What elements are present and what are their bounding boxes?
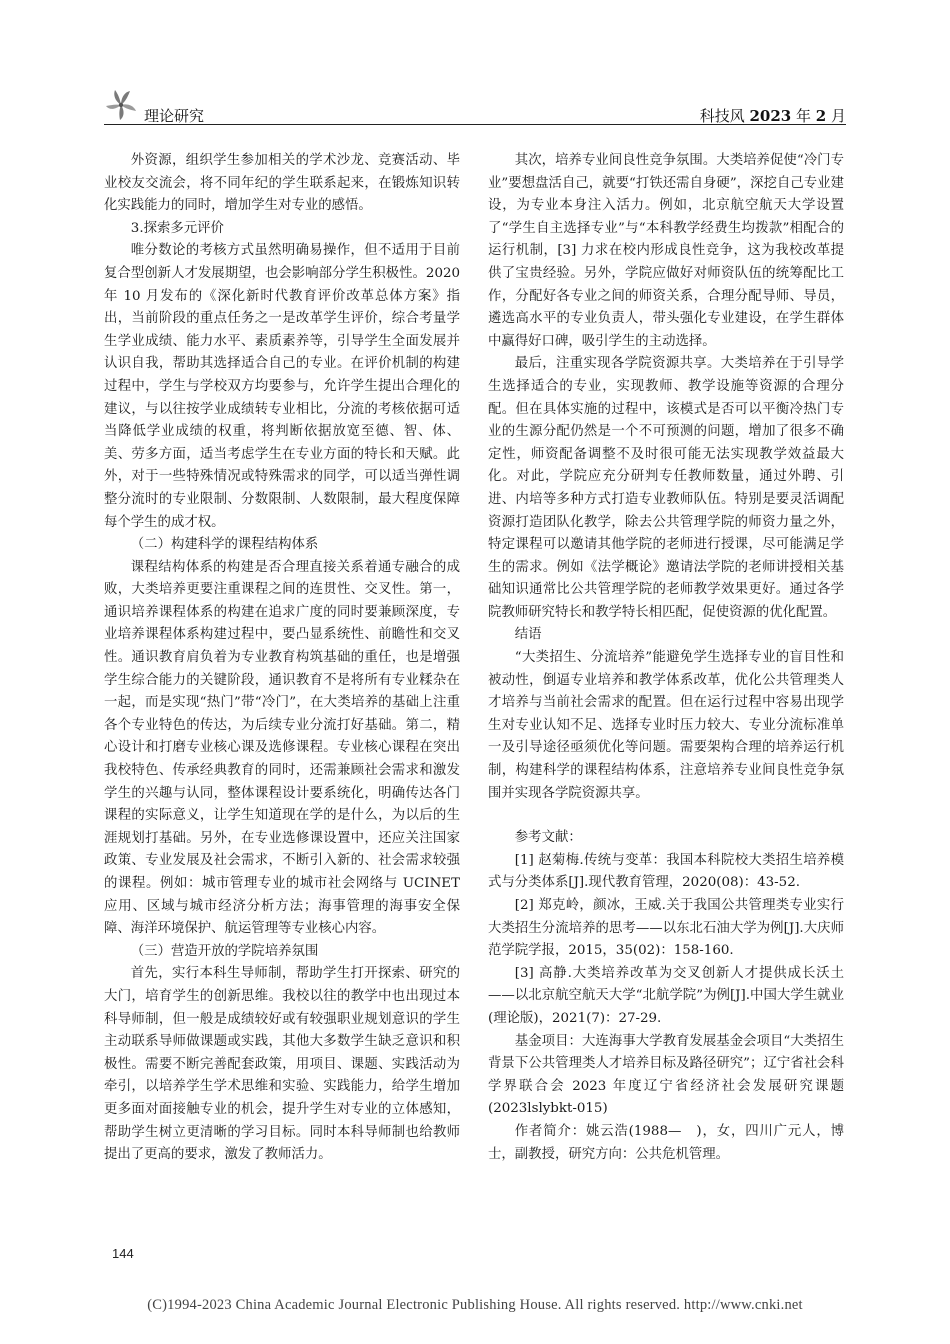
header-rule xyxy=(104,124,846,125)
references-heading: 参考文献： xyxy=(514,830,582,846)
section-heading: （三）营造开放的学院培养氛围 xyxy=(130,943,319,959)
left-column xyxy=(104,150,460,1167)
section-label: 理论研究 xyxy=(144,107,205,125)
conclusion-paragraph: “大类招生、分流培养”能避免学生选择专业的盲目性和被动性，倒逼专业培养和教学体系改革，优化公共管理类人才培养与当前社会需求的配置。但在运行过程中容易出现学生对专业认知不足、选择专业时压力较大、专业分流标准单一及引导途径亟须优化等问题。需要架构合理的培养运行机制，构建科学的课程结构体系，注意培养专业间良性竞争氛围并实现各学院资源共享。 xyxy=(488,650,844,801)
subsection-heading: 3.探索多元评价 xyxy=(130,220,224,236)
body-paragraph: 课程结构体系的构建是否合理直接关系着通专融合的成败，大类培养更要注重课程之间的连贯性、交叉性。第一，通识培养课程体系的构建在追求广度的同时要兼顾深度，专业培养课程体系构建过程中，要凸显系统性、前瞻性和交叉性。通识教育肩负着为专业教育构筑基础的重任，也是增强学生综合能力的关键阶段，通识教育不是将所有专业糅杂在一起，而是实现“热门”带“冷门”，在大类培养的基础上注重各个专业特色的传达，为后续专业分流打好基础。第二，精心设计和打磨专业核心课及选修课程。专业核心课程在突出我校特色、传承经典教育的同时，还需兼顾社会需求和激发学生的兴趣与认同，整体课程设计要系统化，明确传达各门课程的实际意义，让学生知道现在学的是什么，为以后的生涯规划打基础。另外，在专业选修课设置中，还应关注国家政策、专业发展及社会需求，不断引入新的、社会需求较强的课程。例如：城市管理专业的城市社会网络与 UCINET 应用、区域与城市经济分析方法；海事管理的海事安全保障、海洋环境保护、航运管理等专业核心内容。 xyxy=(104,559,460,937)
body-paragraph: 首先，实行本科生导师制，帮助学生打开探索、研究的大门，培育学生的创新思维。我校以往的教学中也出现过本科导师制，但一般是成绩较好或有较强职业规划意识的学生主动联系导师做课题或实践，其他大多数学生缺乏意识和积极性。需要不断完善配套政策，用项目、课题、实践活动为牵引，以培养学生学术思维和实验、实践能力，给学生增加更多面对面接触专业的机会，提升学生对专业的立体感知，帮助学生树立更清晰的学习目标。同时本科导师制也给教师提出了更高的要求，激发了教师活力。 xyxy=(104,966,460,1163)
author-bio: 作者简介：姚云浩(1988— )，女，四川广元人，博士，副教授，研究方向：公共危机管理。 xyxy=(488,1123,844,1162)
funding-note: 基金项目：大连海事大学教育发展基金会项目“大类招生背景下公共管理类人才培养目标及路径研究”；辽宁省社会科学界联合会 2023 年度辽宁省经济社会发展研究课题(2023lslybkt-015) xyxy=(488,1033,844,1117)
reference-item: [3] 高静.大类培养改革为交叉创新人才提供成长沃土——以北京航空航天大学“北航学院”为例[J].中国大学生就业(理论版)，2021(7)：27-29. xyxy=(488,965,844,1026)
page-number: 144 xyxy=(112,1246,134,1261)
journal-logo-icon xyxy=(104,88,138,122)
page-header xyxy=(104,88,846,126)
journal-issue: 科技风 2023 年 2 月 xyxy=(699,107,846,125)
section-heading: （二）构建科学的课程结构体系 xyxy=(130,537,319,553)
reference-item: [1] 赵菊梅.传统与变革：我国本科院校大类招生培养模式与分类体系[J].现代教育管理，2020(08)：43-52. xyxy=(488,852,844,891)
body-paragraph: 最后，注重实现各学院资源共享。大类培养在于引导学生选择适合的专业，实现教师、教学设施等资源的合理分配。但在具体实施的过程中，该模式是否可以平衡冷热门专业的生源分配仍然是一个不可预测的问题，增加了很多不确定性，师资配备调整不及时很可能无法实现教学效益最大化。对此，学院应充分研判专任教师数量，通过外聘、引进、内培等多种方式打造专业教师队伍。特别是要灵活调配资源打造团队化教学，除去公共管理学院的师资力量之外，特定课程可以邀请其他学院的老师进行授课，尽可能满足学生的需求。例如《法学概论》邀请法学院的老师讲授相关基础知识通常比公共管理学院的老师教学效果更好。通过各学院教师研究特长和教学特长相匹配，促使资源的优化配置。 xyxy=(488,356,844,620)
body-paragraph: 外资源，组织学生参加相关的学术沙龙、竞赛活动、毕业校友交流会，将不同年纪的学生联系起来，在锻炼知识转化实践能力的同时，增加学生对专业的感悟。 xyxy=(104,153,460,214)
body-paragraph: 唯分数论的考核方式虽然明确易操作，但不适用于目前复合型创新人才发展期望，也会影响部分学生积极性。2020 年 10 月发布的《深化新时代教育评价改革总体方案》指出，当前阶段的重点任务之一是改革学生评价，综合考量学生学业成绩、能力水平、素质素养等，引导学生全面发展并认识自我，帮助其选择适合自己的专业。在评价机制的构建过程中，学生与学校双方均要参与，允许学生提出合理化的建议，与以往按学业成绩转专业相比，分流的考核依据可适当降低学业成绩的权重，将判断依据放宽至德、智、体、美、劳多方面，适当考虑学生在专业方面的特长和天赋。此外，对于一些特殊情况或特殊需求的同学，可以适当弹性调整分流时的专业限制、分数限制、人数限制，最大程度保障每个学生的成才权。 xyxy=(104,243,460,530)
reference-item: [2] 郑克岭，颜冰，王威.关于我国公共管理类专业实行大类招生分流培养的思考——以东北石油大学为例[J].大庆师范学院学报，2015，35(02)：158-160. xyxy=(488,898,844,959)
copyright-footer: (C)1994-2023 China Academic Journal Electronic Publishing House. All rights reserved. http://www.cnki.net xyxy=(147,1297,803,1313)
conclusion-heading: 结语 xyxy=(514,627,542,643)
right-column xyxy=(488,150,844,1166)
body-paragraph: 其次，培养专业间良性竞争氛围。大类培养促使“冷门专业”要想盘活自己，就要“打铁还需自身硬”，深挖自己专业建设，为专业本身注入活力。例如，北京航空航天大学设置了“学生自主选择专业”与“本科教学经费生均拨款”相配合的运行机制，[3] 力求在校内形成良性竞争，这为我校改革提供了宝贵经验。另外，学院应做好对师资队伍的统筹配比工作，分配好各专业之间的师资关系，合理分配导师、导员，遴选高水平的专业负责人，带头强化专业建设，在学生群体中赢得好口碑，吸引学生的主动选择。 xyxy=(488,153,844,349)
